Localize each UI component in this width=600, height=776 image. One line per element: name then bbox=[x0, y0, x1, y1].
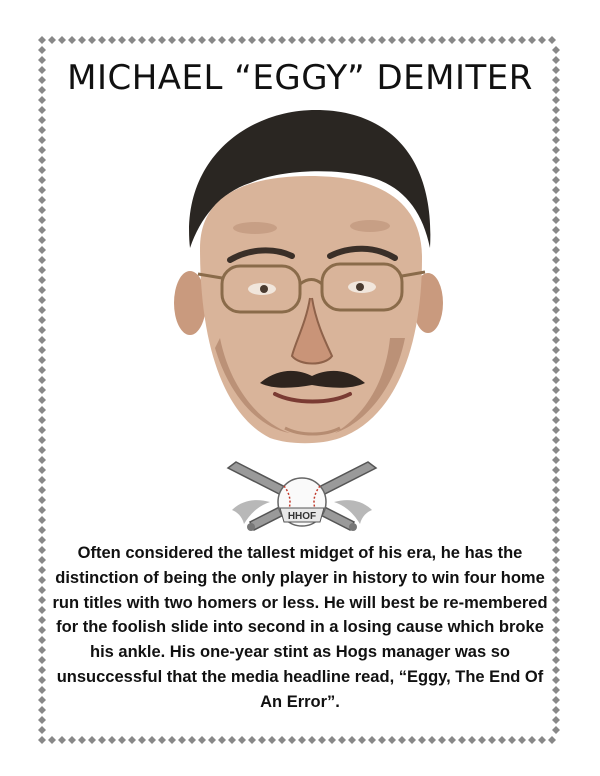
border-diamond bbox=[38, 696, 46, 704]
border-diamond bbox=[552, 546, 560, 554]
border-diamond bbox=[552, 156, 560, 164]
border-diamond bbox=[198, 36, 206, 44]
border-diamond bbox=[552, 466, 560, 474]
border-diamond bbox=[348, 36, 356, 44]
border-diamond bbox=[228, 36, 236, 44]
border-diamond bbox=[338, 36, 346, 44]
border-diamond bbox=[552, 656, 560, 664]
border-diamond bbox=[38, 476, 46, 484]
border-diamond bbox=[58, 736, 66, 744]
border-diamond bbox=[178, 736, 186, 744]
border-diamond bbox=[358, 736, 366, 744]
border-diamond bbox=[552, 186, 560, 194]
border-diamond bbox=[552, 636, 560, 644]
border-diamond bbox=[308, 36, 316, 44]
border-diamond bbox=[288, 736, 296, 744]
border-diamond bbox=[48, 36, 56, 44]
border-diamond bbox=[488, 36, 496, 44]
border-diamond bbox=[458, 736, 466, 744]
border-diamond bbox=[518, 36, 526, 44]
border-diamond bbox=[38, 186, 46, 194]
border-diamond bbox=[378, 736, 386, 744]
border-diamond bbox=[552, 446, 560, 454]
border-diamond bbox=[238, 36, 246, 44]
border-diamond bbox=[552, 566, 560, 574]
border-diamond bbox=[448, 36, 456, 44]
border-diamond bbox=[498, 736, 506, 744]
border-diamond bbox=[38, 276, 46, 284]
border-diamond bbox=[358, 36, 366, 44]
border-diamond bbox=[188, 736, 196, 744]
border-diamond bbox=[552, 486, 560, 494]
border-diamond bbox=[552, 596, 560, 604]
border-diamond bbox=[48, 736, 56, 744]
border-diamond bbox=[552, 326, 560, 334]
crossed-bats-baseball-icon bbox=[222, 458, 382, 536]
border-diamond bbox=[38, 636, 46, 644]
border-diamond bbox=[308, 736, 316, 744]
border-diamond bbox=[118, 736, 126, 744]
border-diamond bbox=[38, 216, 46, 224]
border-diamond bbox=[38, 116, 46, 124]
border-diamond bbox=[552, 366, 560, 374]
border-diamond bbox=[552, 586, 560, 594]
border-diamond bbox=[552, 106, 560, 114]
border-diamond bbox=[68, 36, 76, 44]
border-diamond bbox=[552, 316, 560, 324]
border-diamond bbox=[38, 226, 46, 234]
border-diamond bbox=[552, 646, 560, 654]
border-diamond bbox=[328, 36, 336, 44]
border-diamond bbox=[258, 736, 266, 744]
border-diamond bbox=[38, 416, 46, 424]
border-diamond bbox=[552, 206, 560, 214]
border-diamond bbox=[38, 396, 46, 404]
border-diamond bbox=[552, 726, 560, 734]
border-diamond bbox=[552, 46, 560, 54]
border-diamond bbox=[178, 36, 186, 44]
border-diamond bbox=[508, 736, 516, 744]
border-diamond bbox=[98, 736, 106, 744]
border-diamond bbox=[438, 36, 446, 44]
border-diamond bbox=[552, 396, 560, 404]
border-diamond bbox=[552, 346, 560, 354]
border-diamond bbox=[278, 36, 286, 44]
border-diamond bbox=[38, 256, 46, 264]
border-diamond bbox=[552, 196, 560, 204]
border-diamond bbox=[118, 36, 126, 44]
border-diamond bbox=[378, 36, 386, 44]
border-diamond bbox=[38, 556, 46, 564]
border-diamond bbox=[88, 736, 96, 744]
border-diamond bbox=[538, 36, 546, 44]
border-diamond bbox=[78, 36, 86, 44]
border-diamond bbox=[348, 736, 356, 744]
border-diamond bbox=[38, 616, 46, 624]
border-diamond bbox=[38, 536, 46, 544]
border-diamond bbox=[298, 736, 306, 744]
border-diamond bbox=[552, 556, 560, 564]
border-diamond bbox=[468, 36, 476, 44]
border-diamond bbox=[398, 36, 406, 44]
border-diamond bbox=[528, 36, 536, 44]
border-diamond bbox=[552, 286, 560, 294]
border-diamond bbox=[38, 286, 46, 294]
border-diamond bbox=[552, 696, 560, 704]
border-diamond bbox=[38, 306, 46, 314]
border-diamond bbox=[38, 156, 46, 164]
border-diamond bbox=[238, 736, 246, 744]
border-diamond bbox=[38, 626, 46, 634]
border-diamond bbox=[38, 716, 46, 724]
border-diamond bbox=[108, 36, 116, 44]
border-diamond bbox=[548, 736, 556, 744]
border-diamond bbox=[552, 296, 560, 304]
border-diamond bbox=[478, 736, 486, 744]
border-diamond bbox=[552, 676, 560, 684]
border-diamond bbox=[208, 736, 216, 744]
border-diamond bbox=[38, 236, 46, 244]
border-diamond bbox=[38, 136, 46, 144]
border-diamond bbox=[552, 356, 560, 364]
border-diamond bbox=[398, 736, 406, 744]
border-diamond bbox=[468, 736, 476, 744]
border-diamond bbox=[508, 36, 516, 44]
border-diamond bbox=[38, 36, 46, 44]
border-diamond bbox=[268, 36, 276, 44]
border-diamond bbox=[38, 586, 46, 594]
border-diamond bbox=[218, 736, 226, 744]
border-diamond bbox=[552, 176, 560, 184]
border-diamond bbox=[418, 736, 426, 744]
border-diamond bbox=[248, 36, 256, 44]
border-diamond bbox=[388, 736, 396, 744]
border-diamond bbox=[158, 736, 166, 744]
border-diamond bbox=[552, 666, 560, 674]
border-diamond bbox=[38, 656, 46, 664]
face-portrait-icon bbox=[160, 98, 450, 458]
border-diamond bbox=[388, 36, 396, 44]
border-diamond bbox=[428, 36, 436, 44]
border-diamond bbox=[128, 736, 136, 744]
border-diamond bbox=[38, 126, 46, 134]
border-diamond bbox=[552, 236, 560, 244]
player-bio: Often considered the tallest midget of his era, he has the distinction of being the only player in history to win four home run titles with two homers or less. He will best be re-membered for the foolish slide into second in a losing cause which broke his ankle. His one-year stint as Hogs manager was so unsuccessful that the media headline read, “Eggy, The End Of An Error”. bbox=[52, 544, 548, 711]
border-diamond bbox=[58, 36, 66, 44]
border-diamond bbox=[38, 456, 46, 464]
border-diamond bbox=[38, 576, 46, 584]
border-diamond bbox=[38, 166, 46, 174]
border-diamond bbox=[168, 36, 176, 44]
border-diamond bbox=[38, 436, 46, 444]
border-diamond bbox=[108, 736, 116, 744]
border-diamond bbox=[318, 736, 326, 744]
border-diamond bbox=[128, 36, 136, 44]
border-diamond bbox=[38, 316, 46, 324]
border-diamond bbox=[38, 366, 46, 374]
border-diamond bbox=[488, 736, 496, 744]
border-diamond bbox=[408, 736, 416, 744]
border-diamond bbox=[38, 466, 46, 474]
border-diamond bbox=[552, 526, 560, 534]
border-diamond bbox=[68, 736, 76, 744]
border-diamond bbox=[98, 36, 106, 44]
border-diamond bbox=[38, 496, 46, 504]
border-diamond bbox=[338, 736, 346, 744]
border-diamond bbox=[552, 436, 560, 444]
border-diamond bbox=[38, 426, 46, 434]
border-diamond bbox=[552, 116, 560, 124]
border-diamond bbox=[208, 36, 216, 44]
border-diamond bbox=[552, 136, 560, 144]
border-diamond bbox=[408, 36, 416, 44]
border-diamond bbox=[552, 606, 560, 614]
border-diamond bbox=[268, 736, 276, 744]
border-diamond bbox=[78, 736, 86, 744]
border-diamond bbox=[38, 686, 46, 694]
border-diamond bbox=[328, 736, 336, 744]
border-diamond bbox=[38, 326, 46, 334]
border-diamond bbox=[368, 36, 376, 44]
border-diamond bbox=[218, 36, 226, 44]
border-diamond bbox=[552, 406, 560, 414]
border-diamond bbox=[552, 226, 560, 234]
border-diamond bbox=[548, 36, 556, 44]
border-diamond bbox=[418, 36, 426, 44]
border-diamond bbox=[552, 246, 560, 254]
border-diamond bbox=[552, 336, 560, 344]
border-diamond bbox=[552, 476, 560, 484]
border-diamond bbox=[552, 386, 560, 394]
player-name-title: MICHAEL “EGGY” DEMITER bbox=[67, 58, 533, 98]
border-diamond bbox=[552, 256, 560, 264]
border-diamond bbox=[38, 196, 46, 204]
border-diamond bbox=[478, 36, 486, 44]
border-diamond bbox=[552, 166, 560, 174]
border-diamond bbox=[138, 36, 146, 44]
border-diamond bbox=[552, 456, 560, 464]
border-diamond bbox=[38, 386, 46, 394]
border-diamond bbox=[552, 516, 560, 524]
border-diamond bbox=[552, 146, 560, 154]
border-diamond bbox=[38, 506, 46, 514]
border-diamond bbox=[228, 736, 236, 744]
border-diamond bbox=[38, 356, 46, 364]
border-diamond bbox=[38, 336, 46, 344]
border-diamond bbox=[428, 736, 436, 744]
border-diamond bbox=[148, 736, 156, 744]
border-diamond bbox=[248, 736, 256, 744]
border-diamond bbox=[552, 376, 560, 384]
border-diamond bbox=[38, 566, 46, 574]
border-diamond bbox=[38, 246, 46, 254]
border-diamond bbox=[38, 486, 46, 494]
border-diamond bbox=[552, 506, 560, 514]
border-diamond bbox=[38, 596, 46, 604]
border-diamond bbox=[38, 146, 46, 154]
border-diamond bbox=[458, 36, 466, 44]
border-diamond bbox=[552, 496, 560, 504]
border-diamond bbox=[188, 36, 196, 44]
border-diamond bbox=[38, 646, 46, 654]
border-diamond bbox=[158, 36, 166, 44]
border-diamond bbox=[258, 36, 266, 44]
border-diamond bbox=[38, 376, 46, 384]
border-diamond bbox=[38, 46, 46, 54]
border-diamond bbox=[498, 36, 506, 44]
border-diamond bbox=[198, 736, 206, 744]
logo-text: HHOF bbox=[287, 511, 317, 522]
border-diamond bbox=[278, 736, 286, 744]
border-diamond bbox=[552, 576, 560, 584]
border-diamond bbox=[38, 346, 46, 354]
border-diamond bbox=[38, 606, 46, 614]
border-diamond bbox=[552, 216, 560, 224]
border-diamond bbox=[38, 546, 46, 554]
border-diamond bbox=[438, 736, 446, 744]
border-diamond bbox=[38, 406, 46, 414]
border-diamond bbox=[38, 266, 46, 274]
border-diamond bbox=[552, 126, 560, 134]
border-diamond bbox=[38, 296, 46, 304]
border-diamond bbox=[38, 516, 46, 524]
border-diamond bbox=[552, 416, 560, 424]
border-diamond bbox=[88, 36, 96, 44]
border-diamond bbox=[38, 666, 46, 674]
border-diamond bbox=[38, 676, 46, 684]
border-diamond bbox=[552, 716, 560, 724]
border-diamond bbox=[38, 736, 46, 744]
border-diamond bbox=[552, 626, 560, 634]
border-diamond bbox=[552, 276, 560, 284]
border-diamond bbox=[138, 736, 146, 744]
border-diamond bbox=[38, 206, 46, 214]
border-diamond bbox=[148, 36, 156, 44]
border-diamond bbox=[552, 306, 560, 314]
border-diamond bbox=[38, 726, 46, 734]
border-diamond bbox=[318, 36, 326, 44]
border-diamond bbox=[552, 706, 560, 714]
border-diamond bbox=[168, 736, 176, 744]
border-diamond bbox=[448, 736, 456, 744]
border-diamond bbox=[552, 266, 560, 274]
border-diamond bbox=[38, 526, 46, 534]
border-diamond bbox=[552, 616, 560, 624]
border-diamond bbox=[38, 706, 46, 714]
border-diamond bbox=[552, 426, 560, 434]
border-diamond bbox=[298, 36, 306, 44]
border-diamond bbox=[288, 36, 296, 44]
border-diamond bbox=[368, 736, 376, 744]
border-diamond bbox=[38, 176, 46, 184]
border-diamond bbox=[38, 446, 46, 454]
border-diamond bbox=[538, 736, 546, 744]
border-diamond bbox=[518, 736, 526, 744]
border-diamond bbox=[552, 686, 560, 694]
border-diamond bbox=[552, 536, 560, 544]
border-diamond bbox=[528, 736, 536, 744]
border-diamond bbox=[38, 106, 46, 114]
